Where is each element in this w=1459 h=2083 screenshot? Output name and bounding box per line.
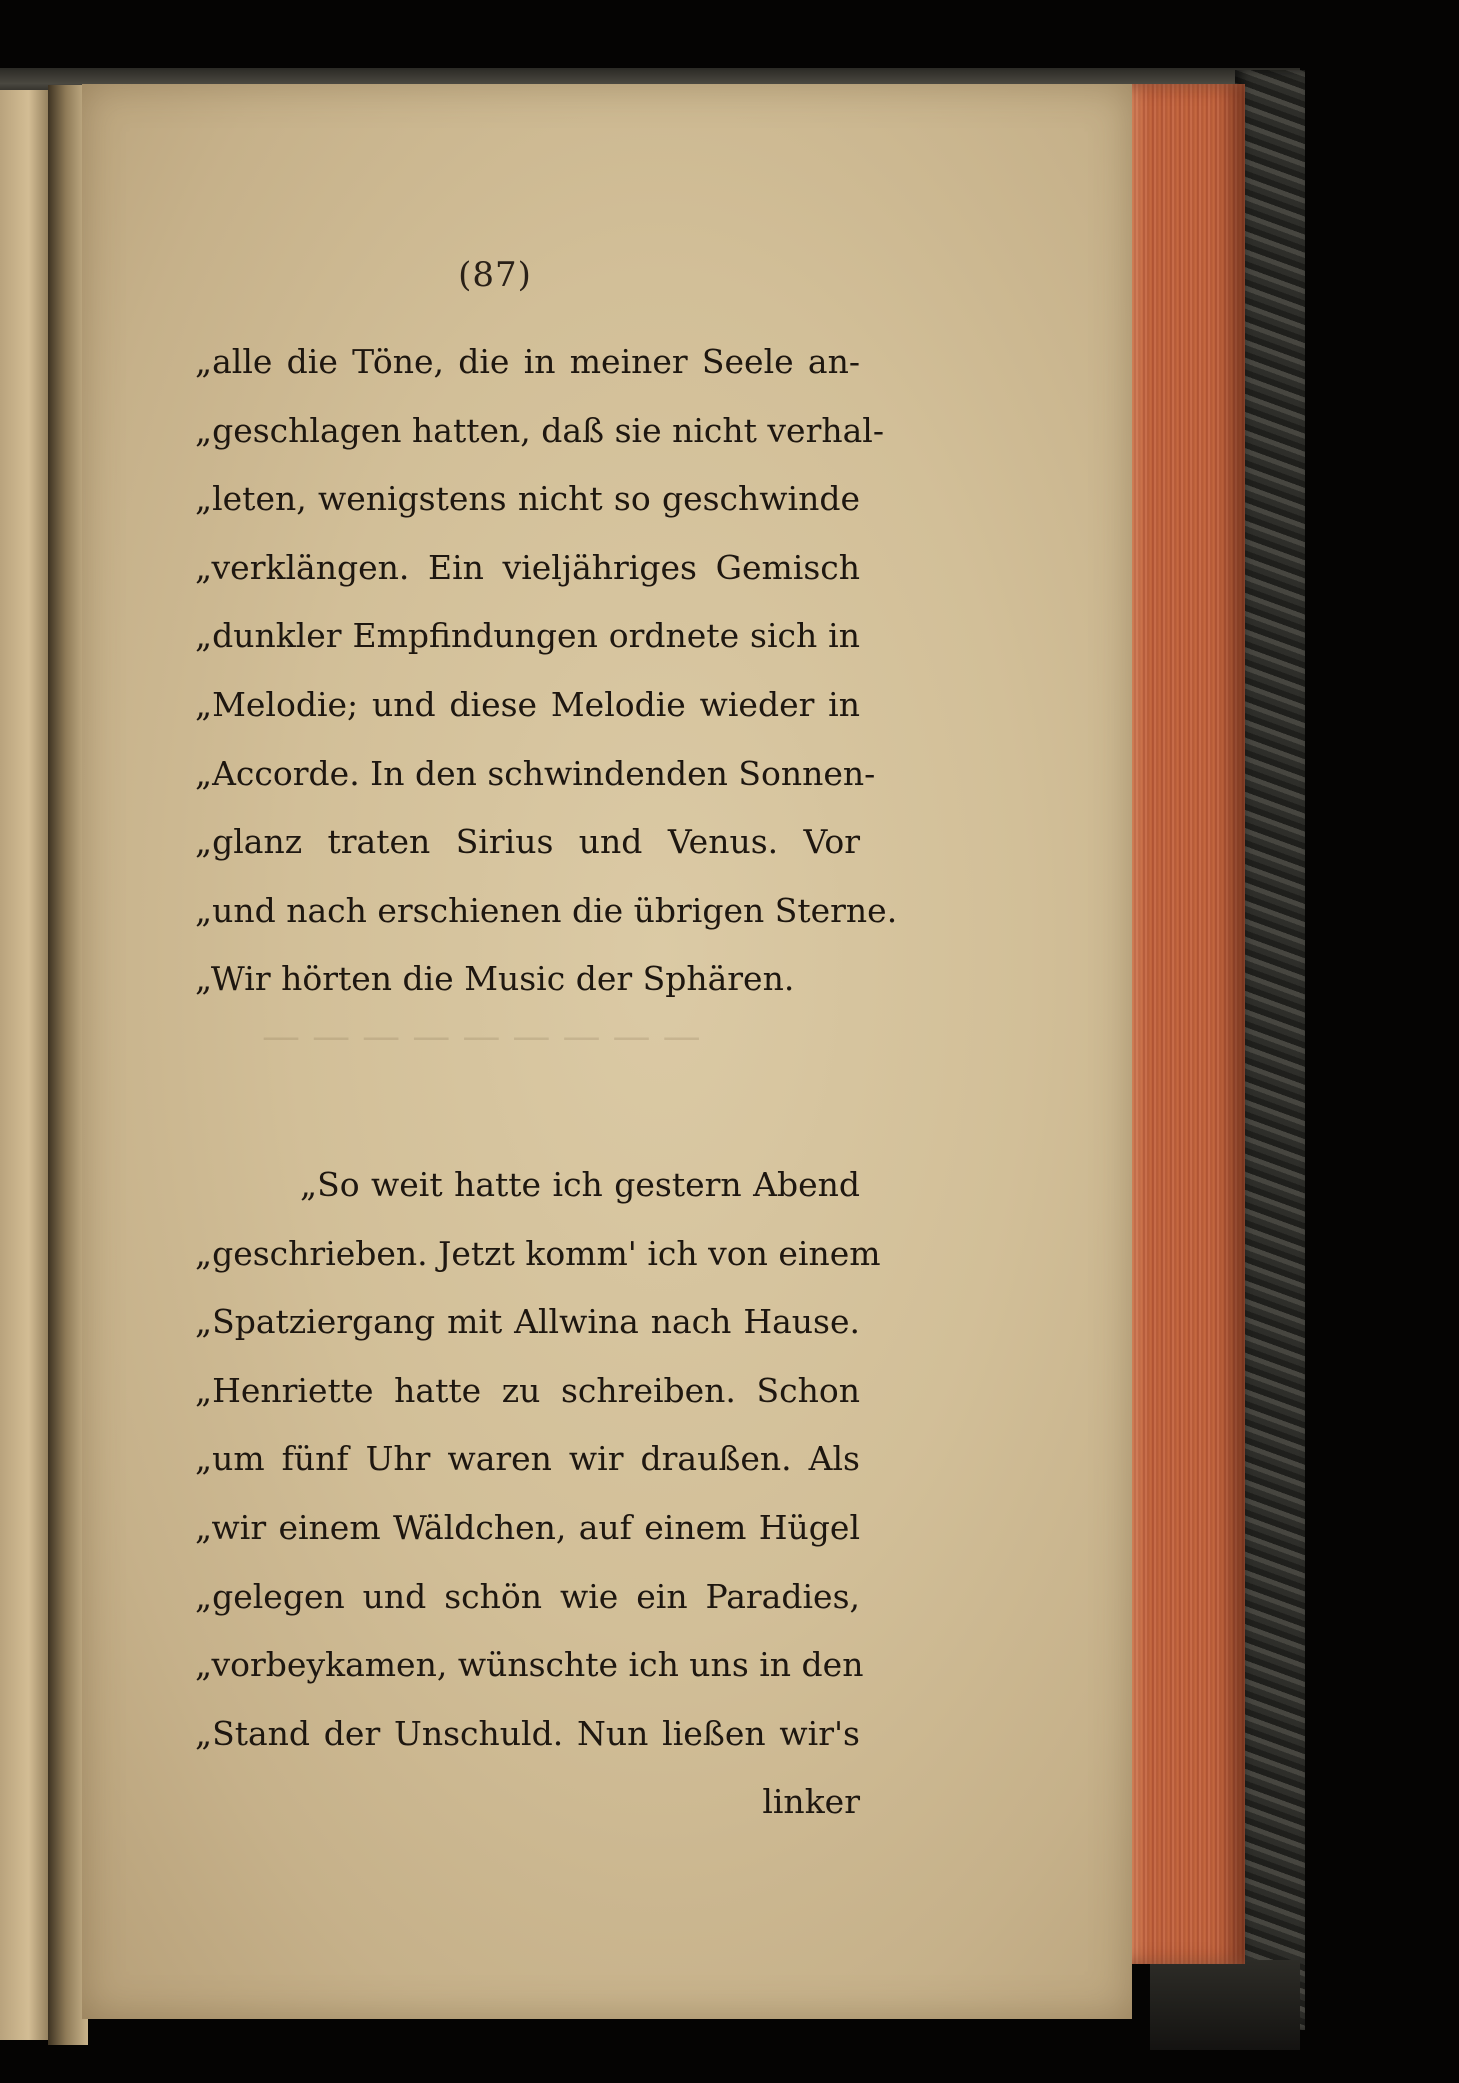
text-line: „Wir hörten die Music der Sphären. [195,959,795,999]
text-line: „glanz traten Sirius und Venus. Vor [195,822,860,862]
marbled-cover [1235,70,1305,2030]
previous-page-edge [0,90,52,2040]
text-line: „Melodie; und diese Melodie wieder in [195,684,860,724]
text-line: „Accorde. In den schwindenden Sonnen- [195,753,876,793]
text-line: „Spatziergang mit Allwina nach Hause. [195,1302,860,1342]
paragraph-gap [195,1014,860,1151]
text-line: „Henriette hatte zu schreiben. Schon [195,1370,860,1410]
text-line: „geschlagen hatten, daß sie nicht verhal- [195,410,884,450]
text-line: „dunkler Empfindungen ordnete sich in [195,616,860,656]
text-line: „So weit hatte ich gestern Abend [300,1164,860,1204]
text-line: „leten, wenigstens nicht so geschwinde [195,479,860,519]
red-page-edges [1130,84,1245,1964]
text-line: „vorbeykamen, wünschte ich uns in den [195,1645,864,1685]
text-line: „und nach erschienen die übrigen Sterne. [195,890,898,930]
text-line: „alle die Töne, die in meiner Seele an- [195,342,860,381]
text-line: „wir einem Wäldchen, auf einem Hügel [195,1507,860,1547]
cover-corner [1150,1960,1300,2050]
text-line: „Stand der Unschuld. Nun ließen wir's [195,1713,860,1753]
page-body [195,328,898,1837]
catchword: linker [762,1782,860,1822]
show-through-text: — — — — — — — — — [262,1014,701,1058]
text-line: „verklängen. Ein vieljähriges Gemisch [195,547,860,587]
text-line: „geschrieben. Jetzt komm' ich von einem [195,1233,881,1273]
text-line: „um fünf Uhr waren wir draußen. Als [195,1439,860,1479]
text-line: „gelegen und schön wie ein Paradies, [195,1576,860,1616]
page-number: (87) [458,255,532,295]
paragraph-1 [195,328,898,1014]
paragraph-2 [195,1151,881,1768]
